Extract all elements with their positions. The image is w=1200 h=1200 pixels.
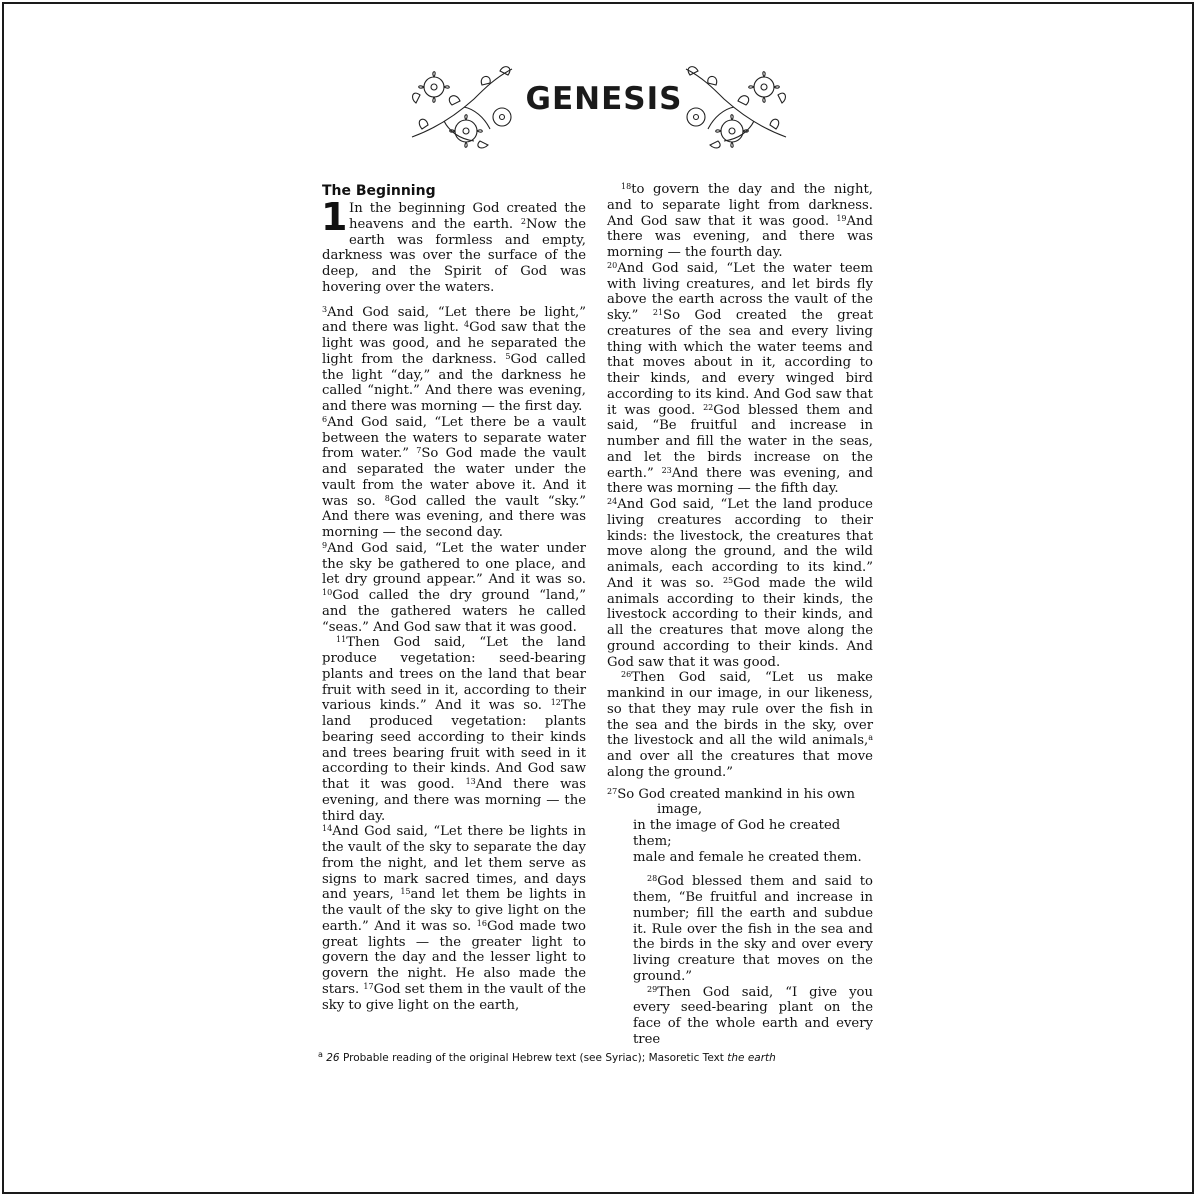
verse-number: 14 <box>322 824 333 834</box>
footnote-italic-text: the earth <box>727 1052 776 1064</box>
paragraph <box>607 182 873 261</box>
verse-number: 13 <box>465 777 476 786</box>
verse-text: And God said, “Let there be lights in the vault of the sky to separate the day from the night, and let them serve as signs to mark sacred times, and days and years, <box>322 824 586 903</box>
verse-text: God saw that the light was good, and he separated the light from the darkness. <box>322 320 586 367</box>
footnote-marker: a <box>318 1050 323 1059</box>
verse-number: 18 <box>621 182 632 191</box>
paragraph <box>322 635 586 824</box>
footnote-reference: 26 <box>326 1052 340 1064</box>
paragraph <box>321 195 587 296</box>
poetry-block <box>607 787 873 866</box>
verse-text: God set them in the vault of the sky to give light on the earth, <box>322 981 586 1013</box>
verse-text: So God created mankind in his own <box>617 786 856 802</box>
section-heading: The Beginning <box>322 183 436 199</box>
verse-text: in the image of God he created them; <box>633 818 841 849</box>
verse-number: 29 <box>647 984 658 994</box>
paragraph <box>607 497 873 670</box>
paragraph <box>607 261 873 497</box>
verse-text: God blessed them and said to them, “Be fruitful and increase in number; fill the earth and subdue it. Rule over the fish in the sea and the birds in the sky and over every living creature that moves on the ground.” <box>633 874 873 984</box>
verse-text: God blessed them and said, “Be fruitful and increase in number and fill the water in the seas, and let the birds increase on the earth.” <box>607 402 874 481</box>
paragraph <box>322 824 586 1013</box>
paragraph <box>322 305 586 415</box>
verse-text: And God said, “Let the land produce living creatures according to their kinds: the livestock, the creatures that move along the ground, and the wild animals, each according to its kind.” And it was so. <box>607 497 873 591</box>
verse-text: And there was evening, and there was morning — the third day. <box>322 777 586 824</box>
footnote <box>318 1052 878 1064</box>
poetry-line <box>607 850 873 866</box>
verse-text: Then God said, “Let us make mankind in our image, in our likeness, so that they may rule over the fish in the sea and the birds in the sky, over the livestock and all the wild animals, <box>607 670 873 749</box>
verse-text: God called the dry ground “land,” and the gathered waters he called “seas.” And God saw that it was good. <box>322 588 586 635</box>
verse-text: God made the wild animals according to their kinds, the livestock according to their kinds, and all the creatures that move along the ground according to their kinds. And God saw that it was good. <box>607 575 873 670</box>
verse-text: Now the earth was formless and empty, darkness was over the surface of the deep, and the Spirit of God was hovering over the waters. <box>322 216 587 295</box>
verse-number: 23 <box>661 465 672 475</box>
verse-number: 27 <box>607 786 618 796</box>
verse-number: 19 <box>836 213 847 223</box>
verse-number: 21 <box>652 308 664 317</box>
verse-text: And there was evening, and there was morning — the fourth day. <box>607 213 873 260</box>
verse-number: 15 <box>400 887 411 897</box>
verse-number: 24 <box>607 497 618 506</box>
floral-ornament-icon <box>404 59 519 154</box>
footnote-text: Probable reading of the original Hebrew text (see Syriac); Masoretic Text <box>342 1052 728 1064</box>
verse-text: male and female he created them. <box>633 849 862 865</box>
verse-text: In the beginning God created the heavens and the earth. <box>349 201 586 232</box>
paragraph <box>322 541 586 636</box>
verse-text: and let them be lights in the vault of the sky to give light on the earth.” And it was so. <box>322 887 586 934</box>
chapter-opening <box>321 195 587 296</box>
verse-number: 11 <box>336 635 347 645</box>
paragraph <box>607 985 873 1048</box>
verse-number: 16 <box>476 918 487 928</box>
text-column-left <box>322 182 586 1013</box>
text-column-right <box>607 182 873 1048</box>
chapter-number: 1 <box>321 195 348 239</box>
verse-number: 10 <box>322 588 333 597</box>
verse-text: God called the vault “sky.” And there was evening, and there was morning — the second day. <box>322 493 587 540</box>
poetry-line <box>607 787 873 803</box>
verse-number: 9 <box>322 540 328 550</box>
verse-number: 20 <box>607 260 618 270</box>
verse-text: And God said, “Let there be light,” and there was light. <box>322 304 586 336</box>
verse-number: 5 <box>505 351 511 361</box>
verse-number: 4 <box>463 320 470 330</box>
verse-text: So God made the vault and separated the water under the vault from the water above it. And it was so. <box>322 446 586 509</box>
verse-number: 8 <box>384 493 390 503</box>
verse-text: Then God said, “I give you every seed-bearing plant on the face of the whole earth and every tree <box>633 984 873 1047</box>
verse-text: image, <box>657 802 703 818</box>
verse-text: God made two great lights — the greater light to govern the day and the lesser light to govern the night. He also made the stars. <box>322 918 586 997</box>
verse-number: 12 <box>550 698 561 708</box>
verse-text: to govern the day and the night, and to separate light from darkness. And God saw that it was good. <box>607 182 873 229</box>
verse-text: And God said, “Let there be a vault between the waters to separate water from water.” <box>322 414 586 462</box>
verse-number: 2 <box>520 216 526 226</box>
verse-number: 26 <box>621 670 632 680</box>
paragraph <box>607 670 873 780</box>
verse-number: 3 <box>322 304 328 314</box>
verse-number: 6 <box>322 414 328 424</box>
verse-text: And God said, “Let the water teem with living creatures, and let birds fly above the earth across the vault of the sky.” <box>607 260 873 323</box>
verse-text: So God created the great creatures of the sea and every living thing with which the water teems and that moves about in it, according to their kinds, and every winged bird according to its kind. And God saw that it was good. <box>607 308 873 418</box>
verse-text: Then God said, “Let the land produce vegetation: seed-bearing plants and trees on the land that bear fruit with seed in it, according to their various kinds.” And it was so. <box>322 635 586 714</box>
verse-number: 17 <box>363 981 374 991</box>
page-frame <box>2 2 1194 1194</box>
verse-number: 28 <box>647 874 658 884</box>
paragraph <box>322 415 586 541</box>
book-header <box>404 59 804 154</box>
verse-text: and over all the creatures that move along the ground.” <box>607 749 873 780</box>
verse-text: And there was evening, and there was morning — the fifth day. <box>607 465 874 497</box>
footnote-marker[interactable]: a <box>868 733 873 743</box>
poetry-line <box>607 818 873 850</box>
book-title: GENESIS <box>525 81 683 117</box>
verse-text: And God said, “Let the water under the sky be gathered to one place, and let dry ground appear.” And it was so. <box>322 540 586 588</box>
verse-number: 7 <box>416 446 422 456</box>
verse-number: 25 <box>722 575 734 585</box>
poetry-line <box>607 802 873 818</box>
verse-number: 22 <box>703 402 714 412</box>
floral-ornament-icon <box>679 59 794 154</box>
paragraph <box>607 874 873 984</box>
verse-text: The land produced vegetation: plants bearing seed according to their kinds and trees bearing fruit with seed in it according to their kinds. And God saw that it was good. <box>322 698 586 792</box>
verse-text: God called the light “day,” and the darkness he called “night.” And there was evening, and there was morning — the first day. <box>322 351 586 414</box>
